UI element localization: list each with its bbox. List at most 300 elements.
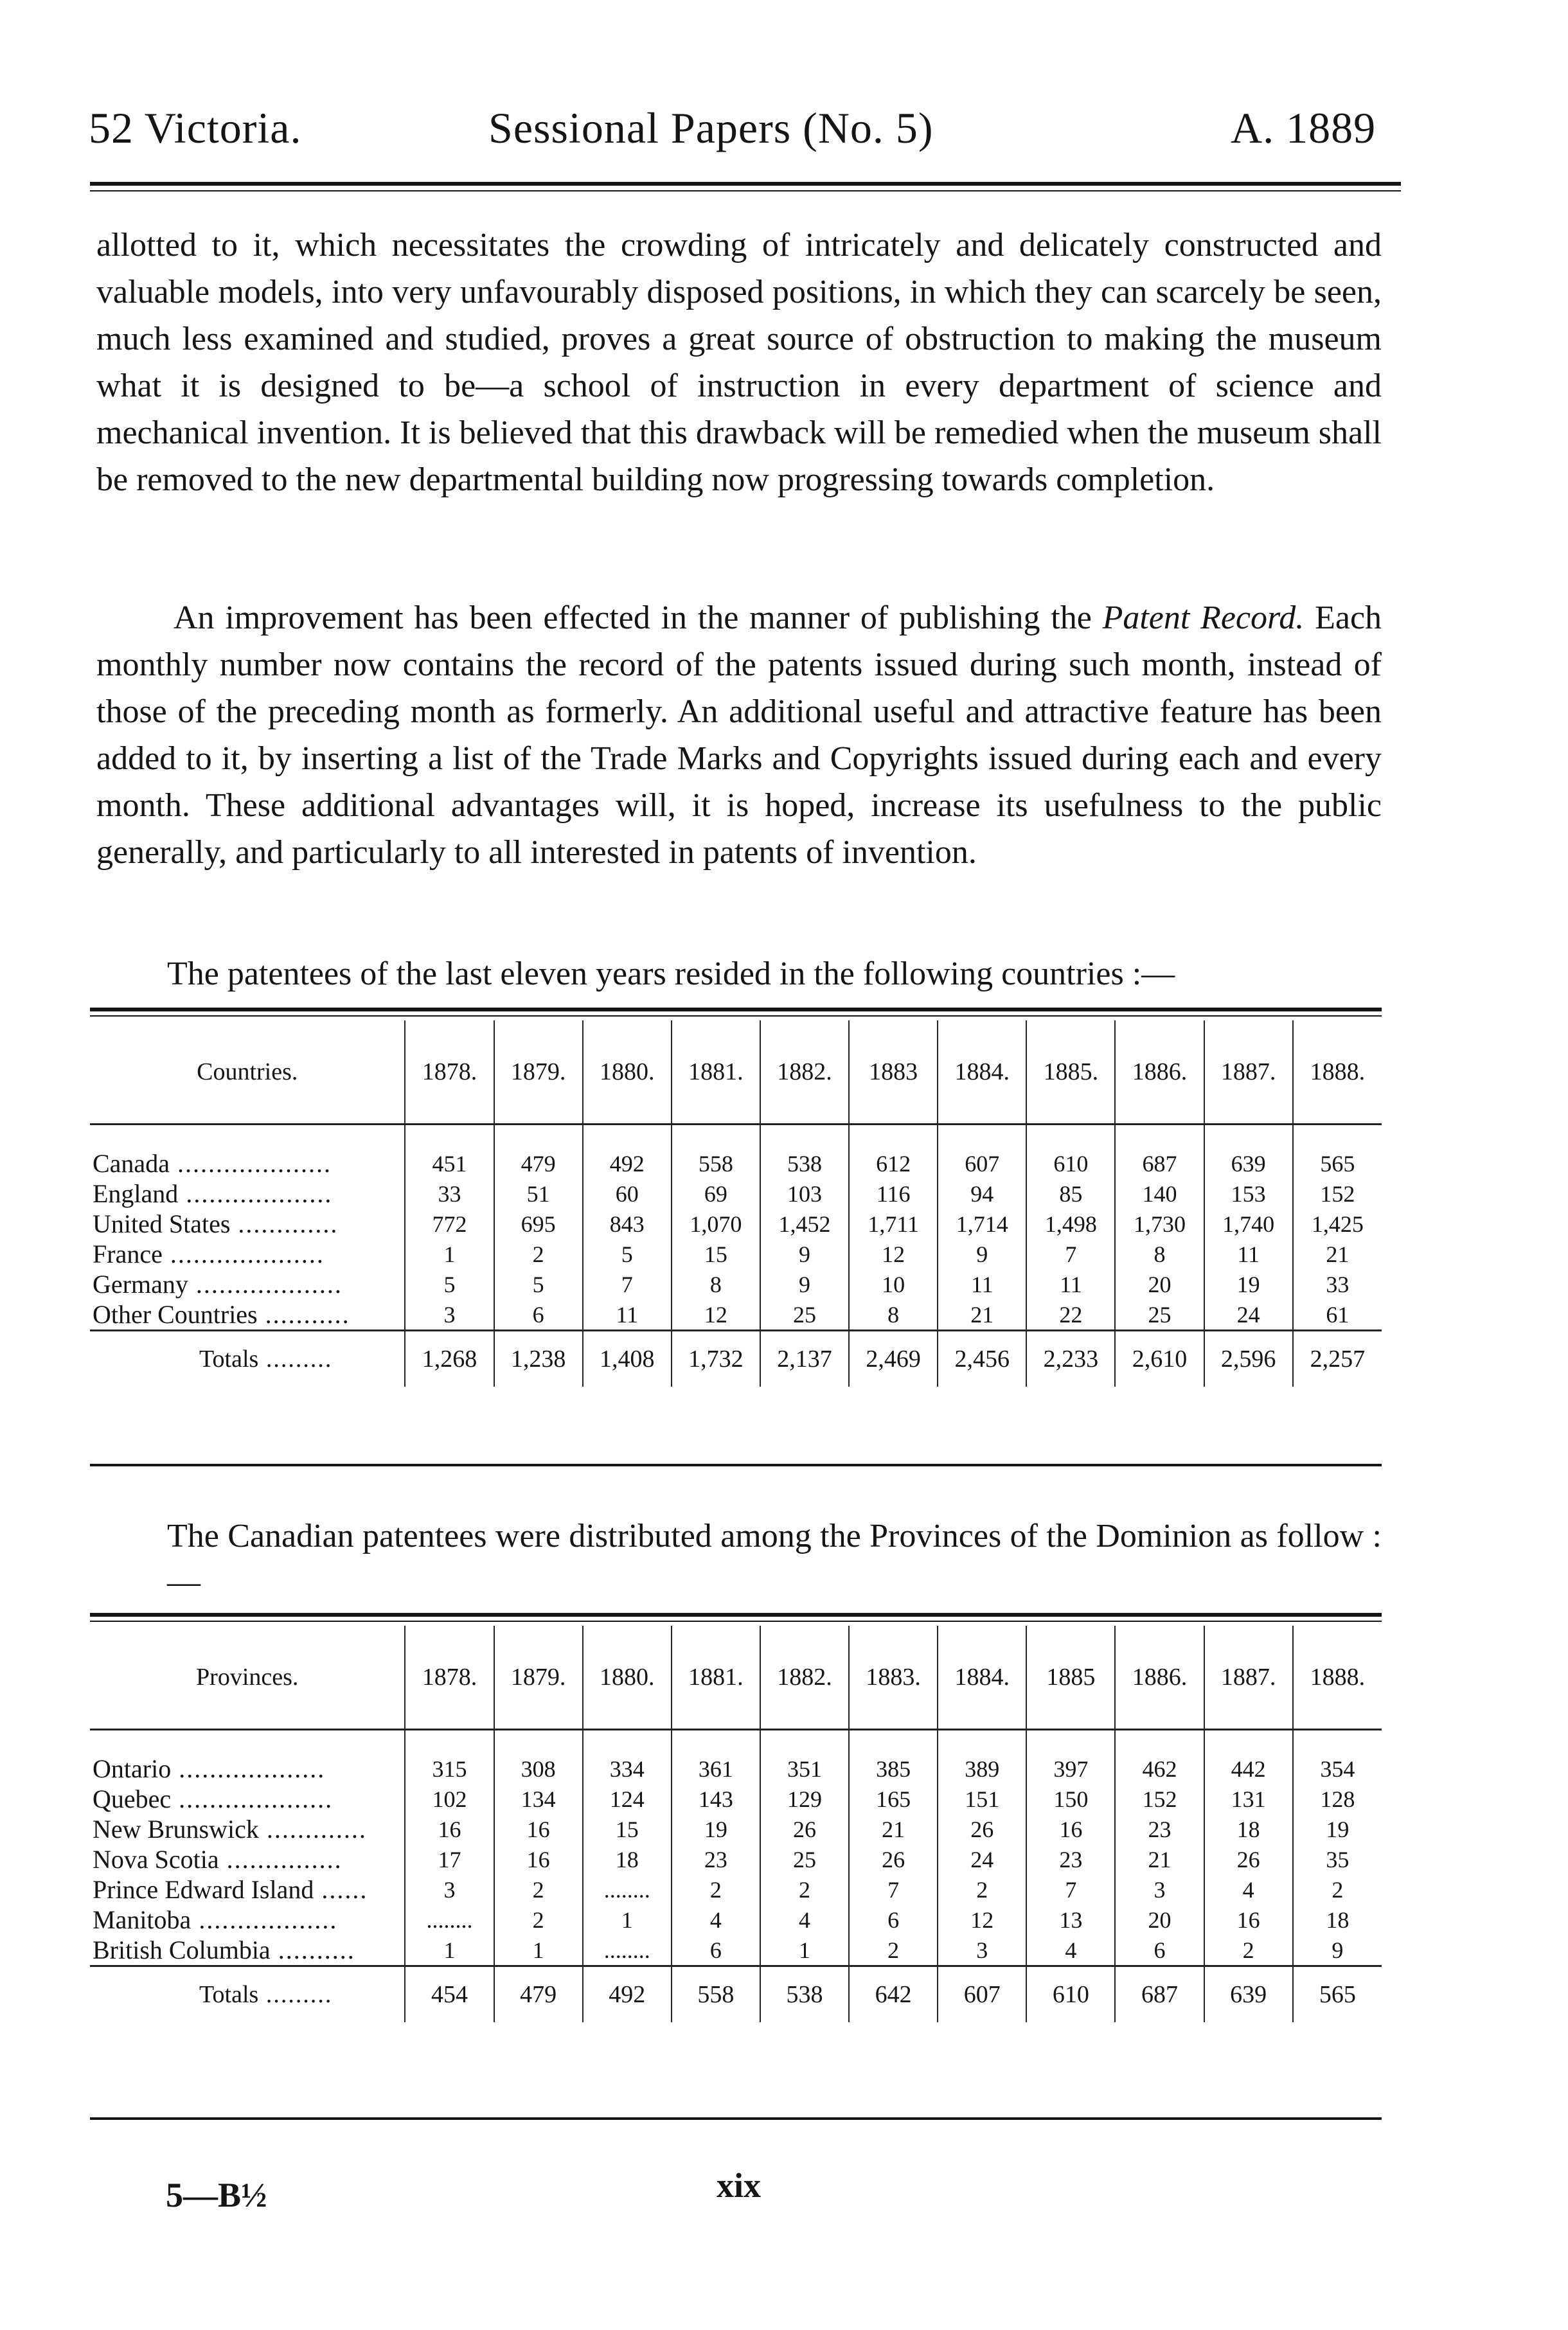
total-cell: 1,268: [405, 1331, 494, 1387]
table-cell: 24: [1204, 1299, 1293, 1331]
table-cell: 1,425: [1293, 1209, 1382, 1239]
table-row: [90, 1754, 1382, 1784]
separator-cell: [672, 1730, 760, 1754]
table-row: [90, 1905, 1382, 1935]
totals-row: [90, 1331, 1382, 1387]
totals-label-text: Totals: [199, 1981, 259, 2008]
total-cell: 2,596: [1204, 1331, 1293, 1387]
table-cell: ........: [405, 1905, 494, 1935]
table-cell: 22: [1026, 1299, 1115, 1331]
table-cell: 26: [938, 1814, 1026, 1844]
table-cell: 152: [1115, 1784, 1204, 1814]
separator-cell: [90, 1730, 405, 1754]
table-cell: 124: [583, 1784, 672, 1814]
table-cell: 19: [1204, 1269, 1293, 1299]
table-cell: 1: [583, 1905, 672, 1935]
table-cell: 16: [405, 1814, 494, 1844]
table-cell: 18: [583, 1844, 672, 1874]
leader-dots: ..........: [270, 1935, 355, 1964]
countries-year-header: 1882.: [760, 1020, 849, 1125]
separator-cell: [1293, 1730, 1382, 1754]
table-cell: 1: [494, 1935, 583, 1966]
row-label: [90, 1874, 405, 1905]
table-cell: 4: [760, 1905, 849, 1935]
row-label-text: Canada: [93, 1149, 170, 1178]
separator-cell: [849, 1730, 938, 1754]
separator-cell: [1204, 1730, 1293, 1754]
table-cell: 6: [494, 1299, 583, 1331]
row-label: [90, 1905, 405, 1935]
total-cell: 642: [849, 1966, 938, 2023]
table-cell: 69: [672, 1178, 760, 1209]
table-cell: 1: [405, 1935, 494, 1966]
row-label: [90, 1784, 405, 1814]
table-cell: 462: [1115, 1754, 1204, 1784]
table2-intro: The Canadian patentees were distributed among the Provinces of the Dominion as follow :—: [167, 1518, 1382, 1601]
totals-label: [90, 1966, 405, 2023]
countries-year-header: 1880.: [583, 1020, 672, 1125]
table-cell: 11: [1026, 1269, 1115, 1299]
table-cell: 1,452: [760, 1209, 849, 1239]
table-cell: 5: [405, 1269, 494, 1299]
totals-row: [90, 1966, 1382, 2023]
table-cell: 361: [672, 1754, 760, 1784]
separator-cell: [494, 1125, 583, 1149]
table-cell: 315: [405, 1754, 494, 1784]
header-left: 52 Victoria.: [89, 103, 302, 152]
table-cell: 442: [1204, 1754, 1293, 1784]
table-cell: 35: [1293, 1844, 1382, 1874]
table-cell: 8: [672, 1269, 760, 1299]
table-cell: 21: [1115, 1844, 1204, 1874]
header-separator-row: [90, 1730, 1382, 1754]
table2-top-rule-thin: [90, 1621, 1382, 1622]
countries-year-header: 1887.: [1204, 1020, 1293, 1125]
table-cell: 60: [583, 1178, 672, 1209]
total-cell: 610: [1026, 1966, 1115, 2023]
header-center: Sessional Papers (No. 5): [488, 103, 934, 152]
table-cell: 308: [494, 1754, 583, 1784]
row-label-text: France: [93, 1240, 163, 1268]
table-cell: 3: [938, 1935, 1026, 1966]
table-cell: 8: [849, 1299, 938, 1331]
total-cell: 492: [583, 1966, 672, 2023]
table-cell: 15: [672, 1239, 760, 1269]
table-cell: 565: [1293, 1148, 1382, 1178]
totals-label: [90, 1331, 405, 1387]
table-cell: 11: [938, 1269, 1026, 1299]
leader-dots: ......: [314, 1875, 368, 1904]
paragraph-patent-record-italic: Patent Record.: [1102, 600, 1305, 636]
table-cell: 2: [672, 1874, 760, 1905]
table-cell: 11: [1204, 1239, 1293, 1269]
table-cell: 10: [849, 1269, 938, 1299]
row-label: [90, 1239, 405, 1269]
row-label-text: Manitoba: [93, 1905, 192, 1934]
row-label: [90, 1844, 405, 1874]
table-cell: 51: [494, 1178, 583, 1209]
total-cell: 607: [938, 1966, 1026, 2023]
table-row: [90, 1814, 1382, 1844]
row-label-text: New Brunswick: [93, 1815, 259, 1844]
paragraph-patent-record: [96, 594, 1382, 876]
total-cell: 2,456: [938, 1331, 1026, 1387]
table-cell: 334: [583, 1754, 672, 1784]
table-cell: 102: [405, 1784, 494, 1814]
table-cell: 1: [405, 1239, 494, 1269]
table-cell: 612: [849, 1148, 938, 1178]
table-cell: 153: [1204, 1178, 1293, 1209]
table-cell: 5: [494, 1269, 583, 1299]
table-cell: 607: [938, 1148, 1026, 1178]
table-row: [90, 1148, 1382, 1178]
table-cell: 16: [494, 1814, 583, 1844]
header-rule: [90, 182, 1401, 186]
table-cell: ........: [583, 1935, 672, 1966]
row-label: [90, 1269, 405, 1299]
table-cell: 351: [760, 1754, 849, 1784]
total-cell: 454: [405, 1966, 494, 2023]
totals-label-text: Totals: [199, 1346, 259, 1373]
table-cell: 2: [760, 1874, 849, 1905]
table1-intro: The patentees of the last eleven years resided in the following countries :—: [167, 956, 1175, 992]
table-cell: 2: [494, 1874, 583, 1905]
table1-bottom-rule: [90, 1464, 1382, 1466]
separator-cell: [760, 1730, 849, 1754]
table-row: [90, 1844, 1382, 1874]
total-cell: 2,233: [1026, 1331, 1115, 1387]
countries-year-header: 1885.: [1026, 1020, 1115, 1125]
table-cell: 3: [405, 1874, 494, 1905]
separator-cell: [1293, 1125, 1382, 1149]
table-cell: 16: [1026, 1814, 1115, 1844]
provinces-year-header: 1887.: [1204, 1626, 1293, 1730]
provinces-year-header: 1883.: [849, 1626, 938, 1730]
table-cell: 17: [405, 1844, 494, 1874]
table-cell: 15: [583, 1814, 672, 1844]
table-cell: 20: [1115, 1905, 1204, 1935]
separator-cell: [938, 1730, 1026, 1754]
table-cell: 7: [849, 1874, 938, 1905]
provinces-table-body: [90, 1730, 1382, 2023]
table-cell: 21: [1293, 1239, 1382, 1269]
table-cell: 9: [760, 1269, 849, 1299]
row-label-text: Prince Edward Island: [93, 1875, 314, 1904]
row-label-text: United States: [93, 1209, 231, 1238]
total-cell: 558: [672, 1966, 760, 2023]
separator-cell: [849, 1125, 938, 1149]
table-cell: 23: [1026, 1844, 1115, 1874]
table-cell: 143: [672, 1784, 760, 1814]
table-cell: 3: [1115, 1874, 1204, 1905]
table-cell: 24: [938, 1844, 1026, 1874]
separator-cell: [583, 1125, 672, 1149]
row-label: [90, 1148, 405, 1178]
provinces-year-header: 1888.: [1293, 1626, 1382, 1730]
table-cell: 9: [938, 1239, 1026, 1269]
table-cell: 16: [494, 1844, 583, 1874]
table-cell: 61: [1293, 1299, 1382, 1331]
table-cell: 12: [938, 1905, 1026, 1935]
total-cell: 1,408: [583, 1331, 672, 1387]
total-cell: 565: [1293, 1966, 1382, 2023]
table-cell: 2: [938, 1874, 1026, 1905]
provinces-year-header: 1885: [1026, 1626, 1115, 1730]
row-label-text: British Columbia: [93, 1935, 271, 1964]
provinces-header-row: [90, 1626, 1382, 1730]
table-cell: 12: [849, 1239, 938, 1269]
row-label: [90, 1754, 405, 1784]
leader-dots: .............: [230, 1209, 339, 1238]
table-cell: 19: [672, 1814, 760, 1844]
table-cell: 26: [1204, 1844, 1293, 1874]
table-cell: 25: [1115, 1299, 1204, 1331]
table-cell: 2: [494, 1239, 583, 1269]
table-cell: 151: [938, 1784, 1026, 1814]
row-label-text: Nova Scotia: [93, 1845, 219, 1874]
provinces-year-header: 1886.: [1115, 1626, 1204, 1730]
leader-dots: ...................: [171, 1754, 326, 1783]
countries-year-header: 1879.: [494, 1020, 583, 1125]
separator-cell: [672, 1125, 760, 1149]
table-cell: 9: [1293, 1935, 1382, 1966]
table-cell: 12: [672, 1299, 760, 1331]
provinces-year-header: 1881.: [672, 1626, 760, 1730]
separator-cell: [760, 1125, 849, 1149]
table-cell: 150: [1026, 1784, 1115, 1814]
row-label-text: Quebec: [93, 1784, 172, 1813]
table-cell: 1,498: [1026, 1209, 1115, 1239]
table-cell: 354: [1293, 1754, 1382, 1784]
row-label-text: Ontario: [93, 1754, 172, 1783]
table-cell: 479: [494, 1148, 583, 1178]
leader-dots: ....................: [171, 1784, 334, 1813]
table-cell: 772: [405, 1209, 494, 1239]
table-row: [90, 1784, 1382, 1814]
table-cell: 18: [1293, 1905, 1382, 1935]
row-label-text: Germany: [93, 1270, 188, 1299]
total-cell: 1,732: [672, 1331, 760, 1387]
table-cell: 25: [760, 1844, 849, 1874]
table-cell: 134: [494, 1784, 583, 1814]
table-cell: 1,714: [938, 1209, 1026, 1239]
table-cell: 23: [1115, 1814, 1204, 1844]
table-cell: 152: [1293, 1178, 1382, 1209]
table-row: [90, 1209, 1382, 1239]
header-right: A. 1889: [1231, 103, 1376, 152]
provinces-year-header: 1882.: [760, 1626, 849, 1730]
table-cell: 4: [672, 1905, 760, 1935]
table-row: [90, 1874, 1382, 1905]
total-cell: 2,610: [1115, 1331, 1204, 1387]
table-cell: 4: [1026, 1935, 1115, 1966]
table-cell: 6: [1115, 1935, 1204, 1966]
header-rule-thin: [90, 190, 1401, 191]
table-cell: 451: [405, 1148, 494, 1178]
leader-dots: .........: [258, 1981, 333, 2008]
table-cell: 8: [1115, 1239, 1204, 1269]
separator-cell: [938, 1125, 1026, 1149]
table-cell: 610: [1026, 1148, 1115, 1178]
separator-cell: [1026, 1125, 1115, 1149]
table-cell: 5: [583, 1239, 672, 1269]
separator-cell: [1026, 1730, 1115, 1754]
table-cell: 18: [1204, 1814, 1293, 1844]
table-cell: 7: [1026, 1874, 1115, 1905]
table-cell: 21: [938, 1299, 1026, 1331]
table-cell: 2: [1204, 1935, 1293, 1966]
countries-year-header: 1886.: [1115, 1020, 1204, 1125]
table-cell: 33: [1293, 1269, 1382, 1299]
total-cell: 1,238: [494, 1331, 583, 1387]
leader-dots: .............: [258, 1815, 367, 1844]
table-cell: 558: [672, 1148, 760, 1178]
table-cell: 9: [760, 1239, 849, 1269]
leader-dots: ....................: [162, 1240, 325, 1268]
countries-year-header: 1884.: [938, 1020, 1026, 1125]
leader-dots: ...........: [257, 1300, 350, 1329]
row-label-text: Other Countries: [93, 1300, 258, 1329]
table2-bottom-rule: [90, 2117, 1382, 2120]
countries-year-header: 1881.: [672, 1020, 760, 1125]
table-cell: 389: [938, 1754, 1026, 1784]
table-cell: 1,711: [849, 1209, 938, 1239]
table-cell: 2: [849, 1935, 938, 1966]
row-label: [90, 1178, 405, 1209]
table-cell: 695: [494, 1209, 583, 1239]
separator-cell: [1204, 1125, 1293, 1149]
table-cell: 385: [849, 1754, 938, 1784]
table-cell: 7: [1026, 1239, 1115, 1269]
table-cell: 687: [1115, 1148, 1204, 1178]
table-cell: 4: [1204, 1874, 1293, 1905]
table-cell: 1,070: [672, 1209, 760, 1239]
countries-table-body: [90, 1125, 1382, 1387]
table-cell: 492: [583, 1148, 672, 1178]
provinces-year-header: 1880.: [583, 1626, 672, 1730]
separator-cell: [1115, 1730, 1204, 1754]
total-cell: 2,257: [1293, 1331, 1382, 1387]
table-cell: 1,730: [1115, 1209, 1204, 1239]
row-label: [90, 1935, 405, 1966]
row-label-text: England: [93, 1179, 179, 1208]
leader-dots: .........: [258, 1346, 333, 1373]
total-cell: 479: [494, 1966, 583, 2023]
total-cell: 538: [760, 1966, 849, 2023]
separator-cell: [90, 1125, 405, 1149]
row-label: [90, 1209, 405, 1239]
page-number: xix: [717, 2166, 762, 2205]
leader-dots: ...................: [188, 1270, 343, 1299]
table-cell: 16: [1204, 1905, 1293, 1935]
row-label: [90, 1814, 405, 1844]
table-cell: 165: [849, 1784, 938, 1814]
countries-year-header: 1888.: [1293, 1020, 1382, 1125]
total-cell: 687: [1115, 1966, 1204, 2023]
paragraph-patent-record-before: An improvement has been effected in the manner of publishing the: [174, 600, 1092, 636]
table-row: [90, 1178, 1382, 1209]
table-cell: 23: [672, 1844, 760, 1874]
separator-cell: [494, 1730, 583, 1754]
provinces-year-header: 1879.: [494, 1626, 583, 1730]
table-row: [90, 1239, 1382, 1269]
table-cell: 843: [583, 1209, 672, 1239]
total-cell: 2,469: [849, 1331, 938, 1387]
table-cell: 2: [1293, 1874, 1382, 1905]
table-cell: 1,740: [1204, 1209, 1293, 1239]
separator-cell: [583, 1730, 672, 1754]
table-cell: 20: [1115, 1269, 1204, 1299]
table-cell: 116: [849, 1178, 938, 1209]
table-cell: ........: [583, 1874, 672, 1905]
table-cell: 94: [938, 1178, 1026, 1209]
table-cell: 33: [405, 1178, 494, 1209]
table-cell: 26: [849, 1844, 938, 1874]
countries-header-row: [90, 1020, 1382, 1125]
paragraph-museum: [96, 222, 1382, 503]
table-cell: 6: [849, 1905, 938, 1935]
table-cell: 129: [760, 1784, 849, 1814]
table1-top-rule-thin: [90, 1015, 1382, 1017]
leader-dots: ....................: [169, 1149, 332, 1178]
total-cell: 639: [1204, 1966, 1293, 2023]
table-cell: 538: [760, 1148, 849, 1178]
separator-cell: [1115, 1125, 1204, 1149]
table-cell: 7: [583, 1269, 672, 1299]
table-cell: 397: [1026, 1754, 1115, 1784]
table-cell: 639: [1204, 1148, 1293, 1178]
table-cell: 26: [760, 1814, 849, 1844]
countries-year-header: 1878.: [405, 1020, 494, 1125]
table-cell: 6: [672, 1935, 760, 1966]
table-cell: 128: [1293, 1784, 1382, 1814]
header-separator-row: [90, 1125, 1382, 1149]
table-cell: 140: [1115, 1178, 1204, 1209]
table-cell: 1: [760, 1935, 849, 1966]
total-cell: 2,137: [760, 1331, 849, 1387]
provinces-year-header: 1884.: [938, 1626, 1026, 1730]
table-cell: 11: [583, 1299, 672, 1331]
leader-dots: ..................: [191, 1905, 338, 1934]
leader-dots: ...................: [178, 1179, 333, 1208]
paragraph-museum-text: allotted to it, which necessitates the crowding of intricately and delicately constructed and valuable models, into very unfavourably disposed positions, in which they can scarcely be seen, much less examined and studied, proves a great source of obstruction to making the museum what it is designed to be—a school of instruction in every department of science and mechanical invention. It is believed that this drawback will be remedied when the museum shall be removed to the new departmental building now progressing towards completion.: [96, 227, 1382, 498]
provinces-table: [90, 1626, 1382, 2022]
table-row: [90, 1299, 1382, 1331]
table-cell: 3: [405, 1299, 494, 1331]
provinces-year-header: 1878.: [405, 1626, 494, 1730]
leader-dots: ...............: [218, 1845, 343, 1874]
separator-cell: [405, 1730, 494, 1754]
paragraph-patent-record-after: Each monthly number now contains the record of the patents issued during such month, instead of those of the preceding month as formerly. An additional useful and attractive feature has been added to it, by inserting a list of the Trade Marks and Copyrights issued during each and every month. These additional advantages will, it is hoped, increase its usefulness to the public generally, and particularly to all interested in patents of invention.: [96, 600, 1382, 871]
table-cell: 2: [494, 1905, 583, 1935]
table1-top-rule: [90, 1008, 1382, 1011]
table-row: [90, 1935, 1382, 1966]
separator-cell: [405, 1125, 494, 1149]
signature-mark: 5—B½: [166, 2176, 267, 2214]
table-cell: 131: [1204, 1784, 1293, 1814]
table-cell: 85: [1026, 1178, 1115, 1209]
table-cell: 103: [760, 1178, 849, 1209]
provinces-column-header: Provinces.: [196, 1664, 299, 1691]
table-cell: 13: [1026, 1905, 1115, 1935]
table-row: [90, 1269, 1382, 1299]
table-cell: 21: [849, 1814, 938, 1844]
table2-top-rule: [90, 1613, 1382, 1617]
table-cell: 25: [760, 1299, 849, 1331]
table-cell: 19: [1293, 1814, 1382, 1844]
countries-year-header: 1883: [849, 1020, 938, 1125]
countries-column-header: Countries.: [197, 1058, 298, 1085]
